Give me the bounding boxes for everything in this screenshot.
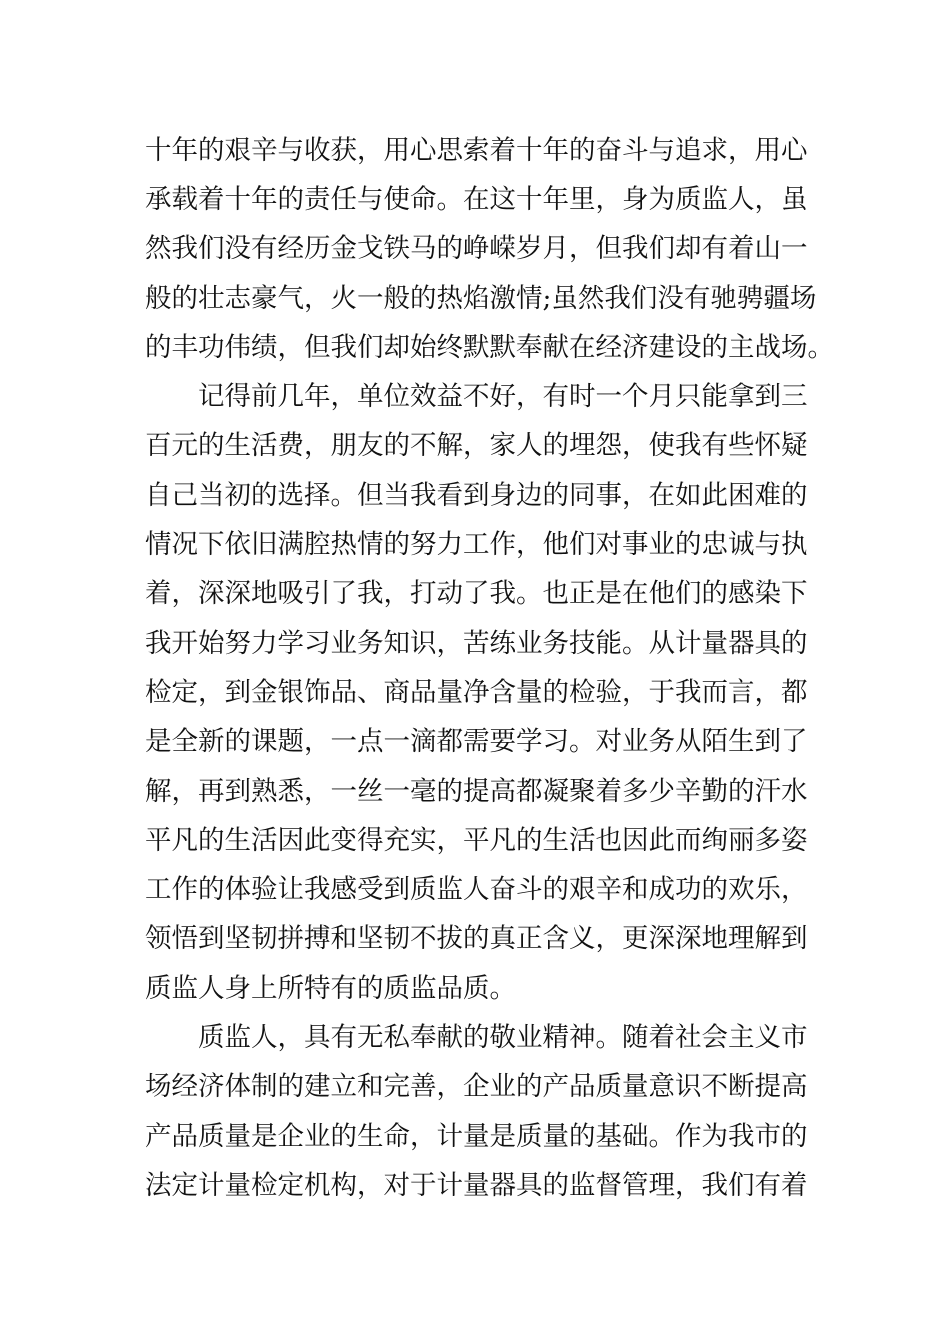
text-line: 百元的生活费，朋友的不解，家人的埋怨，使我有些怀疑 [145,430,808,461]
text-line: 平凡的生活因此变得充实，平凡的生活也因此而绚丽多姿 [145,825,808,856]
text-line: 我开始努力学习业务知识，苦练业务技能。从计量器具的 [145,628,808,659]
paragraph-first-line: 质监人，具有无私奉献的敬业精神。随着社会主义市 [198,1022,808,1053]
text-line: 产品质量是企业的生命，计量是质量的基础。作为我市的 [145,1121,808,1152]
paragraph-first-line: 记得前几年，单位效益不好，有时一个月只能拿到三 [198,381,808,412]
text-line: 然我们没有经历金戈铁马的峥嵘岁月，但我们却有着山一 [145,233,808,264]
text-line: 着，深深地吸引了我，打动了我。也正是在他们的感染下 [145,578,808,609]
text-line: 十年的艰辛与收获，用心思索着十年的奋斗与追求，用心 [145,135,808,166]
text-line: 般的壮志豪气，火一般的热焰激情;虽然我们没有驰骋疆场 [145,283,817,314]
text-line: 场经济体制的建立和完善，企业的产品质量意识不断提高 [145,1071,808,1102]
text-line: 情况下依旧满腔热情的努力工作，他们对事业的忠诚与执 [145,529,808,560]
text-line: 法定计量检定机构，对于计量器具的监督管理，我们有着 [145,1170,808,1201]
text-line: 质监人身上所特有的质监品质。 [145,973,516,1004]
text-line: 解，再到熟悉，一丝一毫的提高都凝聚着多少辛勤的汗水 [145,776,808,807]
text-line: 检定，到金银饰品、商品量净含量的检验，于我而言，都 [145,677,808,708]
text-line: 的丰功伟绩，但我们却始终默默奉献在经济建设的主战场。 [145,332,834,363]
text-line: 工作的体验让我感受到质监人奋斗的艰辛和成功的欢乐， [145,874,808,905]
text-line: 自己当初的选择。但当我看到身边的同事，在如此困难的 [145,480,808,511]
text-line: 是全新的课题，一点一滴都需要学习。对业务从陌生到了 [145,726,808,757]
text-line: 承载着十年的责任与使命。在这十年里，身为质监人，虽 [145,184,808,215]
text-line: 领悟到坚韧拼搏和坚韧不拔的真正含义，更深深地理解到 [145,923,808,954]
